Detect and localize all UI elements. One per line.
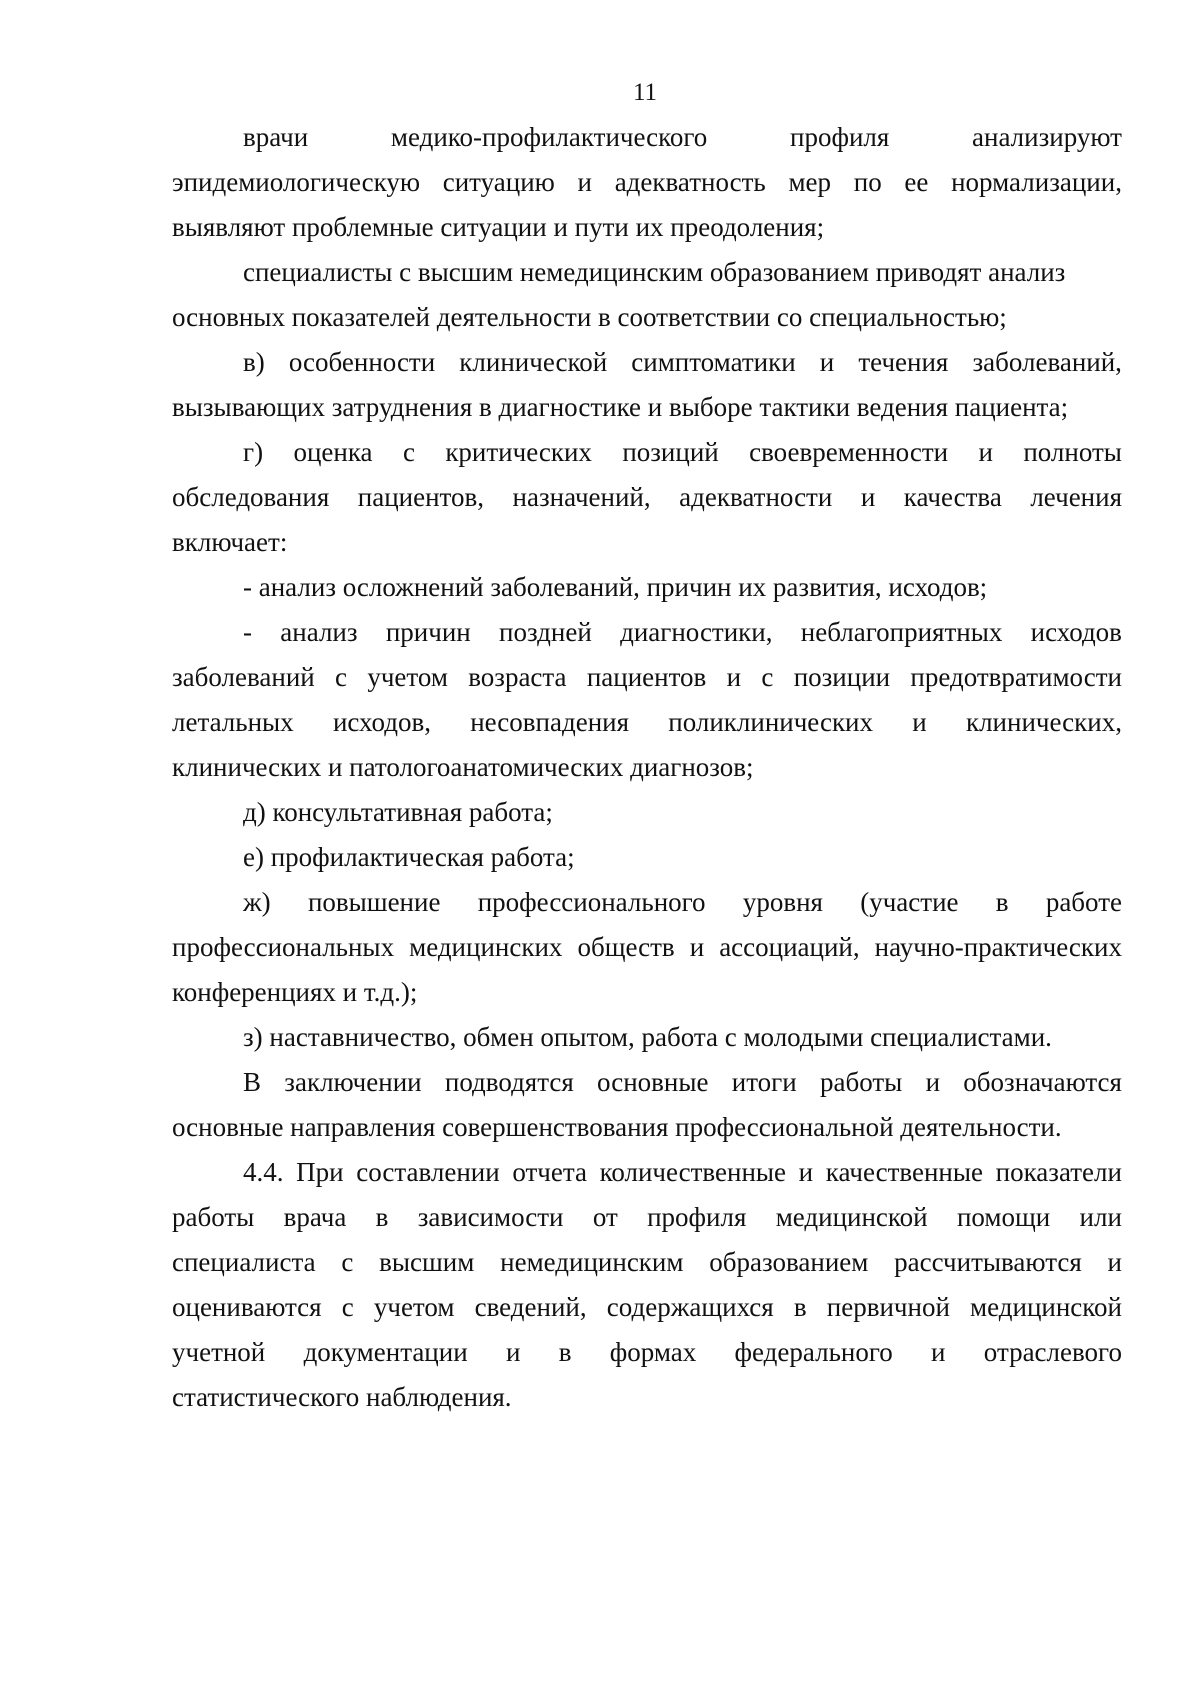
word: и (912, 707, 927, 737)
text-line: е) профилактическая работа; (243, 842, 575, 872)
word: учетной (172, 1337, 266, 1367)
word: профессионального (477, 887, 706, 917)
word: эпидемиологическую (172, 167, 421, 197)
word: заболеваний (172, 662, 315, 692)
word: симптоматики (631, 347, 796, 377)
word: повышение (307, 887, 441, 917)
text-line (243, 1152, 1122, 1192)
text-line: клинических и патологоанатомических диагнозов; (172, 752, 754, 782)
text-line: статистического наблюдения. (172, 1382, 512, 1412)
word: назначений, (512, 482, 651, 512)
word: возраста (468, 662, 567, 692)
word: отраслевого (983, 1337, 1122, 1367)
text-line: д) консультативная работа; (243, 797, 553, 827)
word: оценка (293, 437, 373, 467)
word: работы (819, 1067, 903, 1097)
word: содержащихся (606, 1292, 774, 1322)
word: профиля (790, 122, 890, 152)
word: учетом (367, 662, 448, 692)
word: в (375, 1202, 389, 1232)
word: документации (303, 1337, 468, 1367)
text-line (243, 117, 1122, 157)
word: или (1079, 1202, 1122, 1232)
word: предотвратимости (910, 662, 1122, 692)
word: и (726, 662, 742, 692)
word: заболеваний, (972, 347, 1122, 377)
word: диагностики, (620, 617, 773, 647)
word: и (577, 167, 592, 197)
word: (участие (860, 887, 959, 917)
word: анализируют (972, 122, 1122, 152)
word: клинических, (965, 707, 1122, 737)
word: качества (903, 482, 1002, 512)
word: и (505, 1337, 521, 1367)
word: высшим (379, 1247, 475, 1277)
text-line: конференциях и т.д.); (172, 977, 418, 1007)
word: своевременности (749, 437, 949, 467)
word: и (860, 482, 876, 512)
word: медицинской (970, 1292, 1122, 1322)
word: и (689, 932, 705, 962)
word: показатели (995, 1157, 1122, 1187)
word: работе (1045, 887, 1122, 917)
word: обследования (172, 482, 330, 512)
word: несовпадения (470, 707, 630, 737)
word: федерального (734, 1337, 893, 1367)
text-line: основных показателей деятельности в соответствии со специальностью; (172, 302, 1007, 332)
word: ж) (243, 887, 271, 917)
word: ассоциаций, (719, 932, 860, 962)
text-line (243, 342, 1122, 382)
word: первичной (826, 1292, 950, 1322)
word: и (1107, 1247, 1122, 1277)
word: итоги (731, 1067, 797, 1097)
word: летальных (172, 707, 294, 737)
text-line: вызывающих затруднения в диагностике и выборе тактики ведения пациента; (172, 392, 1069, 422)
word: профессиональных (172, 932, 395, 962)
text-line (243, 432, 1122, 472)
word: специалиста (172, 1247, 316, 1277)
text-line (172, 1332, 1122, 1372)
text-line: специалисты с высшим немедицинским образованием приводят анализ (243, 257, 1066, 287)
word: количественные (599, 1157, 787, 1187)
word: пациентов, (357, 482, 484, 512)
text-line: - анализ осложнений заболеваний, причин их развития, исходов; (243, 572, 988, 602)
word: и (978, 437, 993, 467)
word: анализ (280, 617, 358, 647)
word: При (296, 1157, 344, 1187)
word: рассчитываются (894, 1247, 1082, 1277)
word: качественные (825, 1157, 983, 1187)
text-line: основные направления совершенствования профессиональной деятельности. (172, 1112, 1062, 1142)
word: исходов, (332, 707, 431, 737)
word: г) (243, 437, 264, 467)
word: клинической (459, 347, 608, 377)
word: обозначаются (963, 1067, 1122, 1097)
word: составлении (356, 1157, 500, 1187)
word: формах (609, 1337, 697, 1367)
word: адекватность (614, 167, 766, 197)
word: уровня (742, 887, 823, 917)
word: пациентов (586, 662, 707, 692)
text-line (243, 882, 1122, 922)
word: работы (172, 1202, 255, 1232)
word: с (761, 662, 774, 692)
word: с (402, 437, 415, 467)
word: и (931, 1337, 946, 1367)
word: немедицинским (500, 1247, 684, 1277)
text-line (172, 1197, 1122, 1237)
text-line (172, 702, 1122, 742)
word: научно-практических (874, 932, 1122, 962)
word: и (819, 347, 835, 377)
page-number: 11 (632, 79, 658, 106)
word: в (793, 1292, 807, 1322)
text-line: включает: (172, 527, 288, 557)
word: оцениваются (172, 1292, 322, 1322)
word: и (925, 1067, 941, 1097)
word: исходов (1030, 617, 1122, 647)
word: течения (858, 347, 949, 377)
word: образованием (709, 1247, 869, 1277)
text-line: выявляют проблемные ситуации и пути их преодоления; (172, 212, 825, 242)
word: мер (788, 167, 832, 197)
word: 4.4. (243, 1157, 284, 1187)
word: поздней (499, 617, 592, 647)
word: основные (597, 1067, 709, 1097)
word: обществ (577, 932, 675, 962)
word: отчета (512, 1157, 587, 1187)
word: медико-профилактического (390, 122, 708, 152)
word: лечения (1030, 482, 1122, 512)
word: ее (904, 167, 929, 197)
word: В (243, 1067, 262, 1097)
word: от (592, 1202, 618, 1232)
text-line (172, 927, 1122, 967)
word: с (341, 1292, 354, 1322)
word: сведений, (474, 1292, 587, 1322)
word: нормализации, (951, 167, 1122, 197)
word: в) (243, 347, 265, 377)
word: профиля (647, 1202, 747, 1232)
text-line (172, 657, 1122, 697)
word: адекватности (679, 482, 833, 512)
text-line (172, 1242, 1122, 1282)
word: в (995, 887, 1009, 917)
text-line (172, 162, 1122, 202)
word: медицинской (775, 1202, 928, 1232)
text-line (172, 1287, 1122, 1327)
word: с (341, 1247, 354, 1277)
word: критических (445, 437, 592, 467)
word: ситуацию (442, 167, 555, 197)
word: позиции (793, 662, 891, 692)
text-line (243, 612, 1122, 652)
word: врачи (243, 122, 309, 152)
word: и (798, 1157, 814, 1187)
word: заключении (284, 1067, 422, 1097)
word: в (558, 1337, 572, 1367)
word: по (853, 167, 882, 197)
word: зависимости (417, 1202, 564, 1232)
word: полноты (1023, 437, 1122, 467)
word: - (243, 617, 252, 647)
word: позиций (622, 437, 719, 467)
text-line: з) наставничество, обмен опытом, работа с молодыми специалистами. (243, 1022, 1052, 1052)
text-line (172, 477, 1122, 517)
word: причин (385, 617, 471, 647)
text-line (243, 1062, 1122, 1102)
word: подводятся (444, 1067, 574, 1097)
word: особенности (288, 347, 436, 377)
word: врача (283, 1202, 347, 1232)
word: учетом (373, 1292, 455, 1322)
word: поликлинических (668, 707, 874, 737)
word: неблагоприятных (800, 617, 1003, 647)
word: помощи (956, 1202, 1051, 1232)
word: с (335, 662, 348, 692)
word: медицинских (409, 932, 563, 962)
